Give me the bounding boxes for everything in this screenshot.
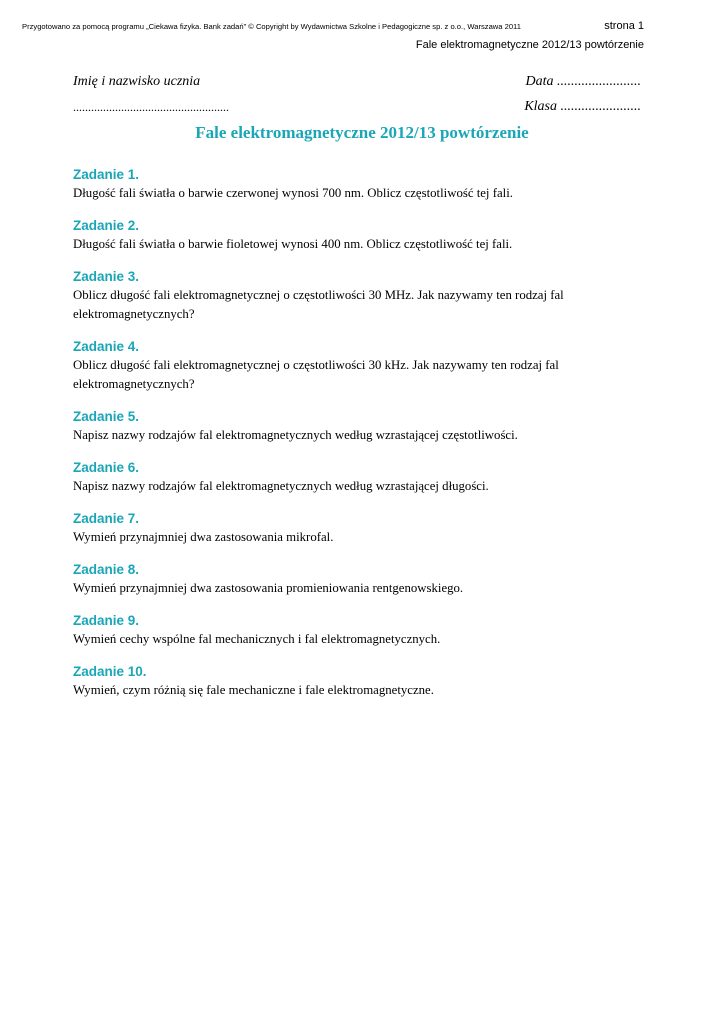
task-text: Wymień przynajmniej dwa zastosowania mikrofal. xyxy=(73,530,334,544)
task-list xyxy=(73,165,653,713)
student-name-label: Imię i nazwisko ucznia xyxy=(73,74,201,89)
task-item xyxy=(73,662,653,700)
task-heading: Zadanie 7. xyxy=(73,511,140,526)
task-text: Napisz nazwy rodzajów fal elektromagnetycznych według wzrastającej długości. xyxy=(73,479,489,493)
task-item xyxy=(73,216,653,254)
task-text: Długość fali światła o barwie czerwonej wynosi 700 nm. Oblicz częstotliwość tej fali. xyxy=(73,186,513,200)
task-item xyxy=(73,165,653,203)
task-heading: Zadanie 5. xyxy=(73,409,140,424)
task-text: Oblicz długość fali elektromagnetycznej o częstotliwości 30 MHz. Jak nazywamy ten rodzaj fal xyxy=(73,288,564,302)
page-title: Fale elektromagnetyczne 2012/13 powtórzenie xyxy=(195,123,529,142)
task-text: Długość fali światła o barwie fioletowej wynosi 400 nm. Oblicz częstotliwość tej fali. xyxy=(73,237,513,251)
task-heading: Zadanie 3. xyxy=(73,269,140,284)
page-number: strona 1 xyxy=(604,20,644,32)
task-text: Oblicz długość fali elektromagnetycznej o częstotliwości 30 kHz. Jak nazywamy ten rodzaj fal xyxy=(73,358,559,372)
task-heading: Zadanie 4. xyxy=(73,339,140,354)
copyright-notice: Przygotowano za pomocą programu „Ciekawa fizyka. Bank zadań” © Copyright by Wydawnictwa Szkolne i Pedagogiczne sp. z o.o., Warszawa 2011 xyxy=(22,22,521,31)
task-heading: Zadanie 6. xyxy=(73,460,140,475)
task-text: Wymień, czym różnią się fale mechaniczne i fale elektromagnetyczne. xyxy=(73,683,434,697)
task-text: Wymień przynajmniej dwa zastosowania promieniowania rentgenowskiego. xyxy=(73,581,464,595)
student-name-field[interactable]: .................................................... xyxy=(73,100,229,114)
task-item xyxy=(73,509,653,547)
task-item xyxy=(73,458,653,496)
date-field[interactable]: Data ........................ xyxy=(525,74,641,89)
header-subtitle: Fale elektromagnetyczne 2012/13 powtórzenie xyxy=(415,39,644,51)
class-field[interactable]: Klasa ....................... xyxy=(524,99,641,114)
task-item xyxy=(73,560,653,598)
task-heading: Zadanie 2. xyxy=(73,218,140,233)
task-item xyxy=(73,267,653,324)
task-text: Wymień cechy wspólne fal mechanicznych i fal elektromagnetycznych. xyxy=(73,632,441,646)
task-item xyxy=(73,337,653,394)
task-text: Napisz nazwy rodzajów fal elektromagnetycznych według wzrastającej częstotliwości. xyxy=(73,428,518,442)
task-item xyxy=(73,407,653,445)
task-heading: Zadanie 8. xyxy=(73,562,140,577)
task-item xyxy=(73,611,653,649)
task-heading: Zadanie 10. xyxy=(73,664,147,679)
task-text: elektromagnetycznych? xyxy=(73,307,195,321)
task-text: elektromagnetycznych? xyxy=(73,377,195,391)
task-heading: Zadanie 9. xyxy=(73,613,140,628)
task-heading: Zadanie 1. xyxy=(73,167,140,182)
